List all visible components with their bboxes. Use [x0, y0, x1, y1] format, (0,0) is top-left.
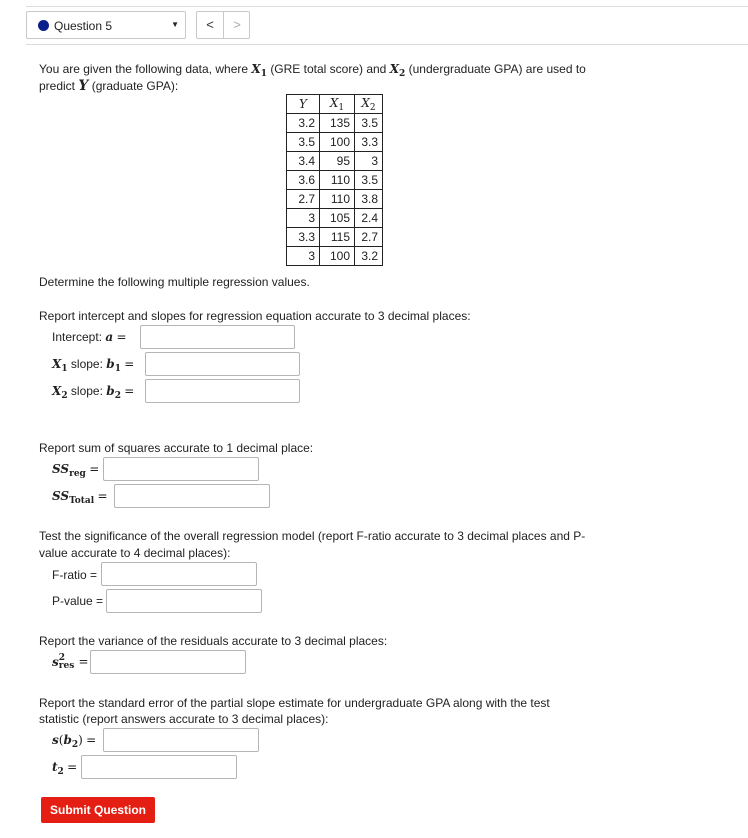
pvalue-input[interactable]: [106, 589, 262, 613]
chevron-down-icon: ▼: [171, 20, 179, 29]
fratio-label: F-ratio =: [52, 568, 98, 582]
table-row: [287, 190, 383, 209]
table-row: [287, 247, 383, 266]
table-row: [287, 133, 383, 152]
table-cell: 110: [320, 190, 355, 209]
intro-line-1: You are given the following data, where $X_1$ (GRE total score) and $X_2$ (undergraduate GPA) are used to: [39, 62, 586, 79]
determine-text: Determine the following multiple regression values.: [39, 275, 310, 289]
report-se-text-line-1: Report the standard error of the partial slope estimate for undergraduate GPA along with the test: [39, 696, 550, 710]
pvalue-label: P-value =: [52, 594, 104, 608]
intercept-label: Intercept: a =: [52, 330, 127, 344]
table-cell: 3.5: [355, 171, 383, 190]
table-cell: 3.3: [287, 228, 320, 247]
header-divider: [26, 44, 748, 45]
x2-slope-input[interactable]: [145, 379, 300, 403]
question-status-icon: [38, 20, 49, 31]
ssreg-input[interactable]: [103, 457, 259, 481]
table-cell: 3.5: [287, 133, 320, 152]
report-variance-text: Report the variance of the residuals accurate to 3 decimal places:: [39, 634, 388, 648]
table-cell: 3.6: [287, 171, 320, 190]
question-select[interactable]: [26, 11, 186, 39]
table-cell: 135: [320, 114, 355, 133]
table-cell: 3: [287, 247, 320, 266]
question-nav: [196, 11, 250, 39]
table-header-x2: $X_2$: [355, 95, 383, 114]
data-table: [286, 94, 383, 266]
fratio-input[interactable]: [101, 562, 257, 586]
table-cell: 95: [320, 152, 355, 171]
sstotal-input[interactable]: [114, 484, 270, 508]
sres-label: s 2 res =: [52, 653, 89, 671]
test-text-line-2: value accurate to 4 decimal places):: [39, 546, 231, 560]
table-cell: 3.8: [355, 190, 383, 209]
t2-input[interactable]: [81, 755, 237, 779]
table-cell: 3.3: [355, 133, 383, 152]
table-cell: 105: [320, 209, 355, 228]
table-row: [287, 228, 383, 247]
x2-slope-label: $X_2$ slope: $b_2$ =: [52, 384, 135, 401]
report-intercept-text: Report intercept and slopes for regression equation accurate to 3 decimal places:: [39, 309, 471, 323]
test-text-line-1: Test the significance of the overall regression model (report F-ratio accurate to 3 decimal places and P-: [39, 529, 586, 543]
report-ss-text: Report sum of squares accurate to 1 decimal place:: [39, 441, 314, 455]
table-cell: 3.2: [287, 114, 320, 133]
se-b2-input[interactable]: [103, 728, 259, 752]
table-header-row: [287, 95, 383, 114]
table-cell: 3: [355, 152, 383, 171]
next-question-button[interactable]: >: [233, 17, 241, 32]
x1-slope-input[interactable]: [145, 352, 300, 376]
t2-label: $t_2$ =: [52, 760, 78, 777]
table-header-y: Y: [287, 95, 320, 114]
table-header-x1: $X_1$: [320, 95, 355, 114]
question-select-label: Question 5: [54, 19, 113, 33]
table-cell: 3: [287, 209, 320, 228]
table-row: [287, 152, 383, 171]
previous-question-button[interactable]: <: [197, 12, 224, 38]
table-cell: 100: [320, 247, 355, 266]
table-row: [287, 114, 383, 133]
table-cell: 3.4: [287, 152, 320, 171]
intercept-input[interactable]: [140, 325, 295, 349]
table-cell: 2.4: [355, 209, 383, 228]
table-cell: 3.5: [355, 114, 383, 133]
table-cell: 110: [320, 171, 355, 190]
x1-slope-label: $X_1$ slope: $b_1$ =: [52, 357, 135, 374]
table-cell: 3.2: [355, 247, 383, 266]
report-se-text-line-2: statistic (report answers accurate to 3 decimal places):: [39, 712, 329, 726]
sstotal-label: $SS_{Total}$ =: [52, 489, 108, 506]
table-row: [287, 171, 383, 190]
submit-question-button[interactable]: Submit Question: [41, 797, 155, 823]
table-cell: 100: [320, 133, 355, 152]
top-divider: [26, 6, 748, 7]
intro-line-2: predict Y (graduate GPA):: [39, 78, 179, 94]
se-b2-label: $s(b_2)$ =: [52, 733, 97, 750]
ssreg-label: $SS_{reg}$ =: [52, 462, 100, 479]
sres2-input[interactable]: [90, 650, 246, 674]
table-cell: 115: [320, 228, 355, 247]
table-cell: 2.7: [287, 190, 320, 209]
table-row: [287, 209, 383, 228]
table-cell: 2.7: [355, 228, 383, 247]
